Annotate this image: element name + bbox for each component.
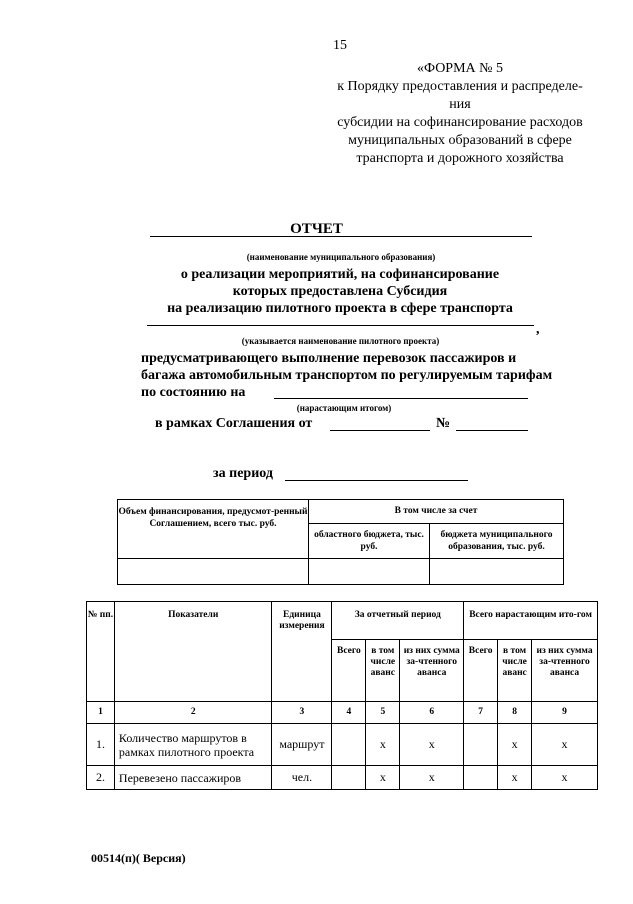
header-incl-advance: в том числе аванс <box>498 640 532 702</box>
report-purpose <box>0 266 633 317</box>
cumulative-hint: (нарастающим итогом) <box>296 403 392 413</box>
row-unit: чел. <box>272 766 332 790</box>
cell-cumulative-offset-advance: х <box>532 766 598 790</box>
report-line: на реализацию пилотного проекта в сфере транспорта <box>167 301 513 316</box>
column-number: 6 <box>400 702 464 724</box>
fin-col2-header: областного бюджета, тыс. руб. <box>309 524 430 559</box>
municipality-field-line[interactable] <box>150 236 532 237</box>
project-field-line[interactable] <box>147 325 534 326</box>
report-line: которых предоставлена Субсидия <box>232 284 448 299</box>
header-reporting-period: За отчетный период <box>332 602 464 640</box>
column-number: 1 <box>87 702 115 724</box>
column-number: 7 <box>464 702 498 724</box>
header-offset-advance: из них сумма за-чтенного аванса <box>532 640 598 702</box>
fin-col3-header: бюджета муниципального образования, тыс. руб. <box>430 524 564 559</box>
municipality-hint: (наименование муниципального образования) <box>246 252 436 262</box>
row-name: Количество маршрутов в рамках пилотного проекта <box>114 724 272 766</box>
header-total: Всего <box>464 640 498 702</box>
header-num: № пп. <box>87 602 115 702</box>
cell-offset-advance: х <box>400 724 464 766</box>
fin-cell-municipal[interactable] <box>430 559 564 585</box>
row-num: 2. <box>87 766 115 790</box>
cell-incl-advance: х <box>366 766 400 790</box>
table-row <box>87 766 598 790</box>
header-total: Всего <box>332 640 366 702</box>
state-label: по состоянию на <box>141 385 246 400</box>
footer-code: 00514(п)( Версия) <box>91 851 186 865</box>
report-line: о реализации мероприятий, на софинансирование <box>180 267 500 282</box>
header-cumulative: Всего нарастающим ито-гом <box>464 602 598 640</box>
row-unit: маршрут <box>272 724 332 766</box>
header-line: транспорта и дорожного хозяйства <box>356 151 564 166</box>
fin-cell-total[interactable] <box>118 559 309 585</box>
cell-cumulative-incl-advance: х <box>498 766 532 790</box>
row-name: Перевезено пассажиров <box>114 766 272 790</box>
column-number: 9 <box>532 702 598 724</box>
period-label: за период <box>213 466 273 481</box>
agreement-number-line[interactable] <box>456 430 528 431</box>
project-hint: (указывается наименование пилотного проекта) <box>241 336 440 346</box>
header-incl-advance: в том числе аванс <box>366 640 400 702</box>
header-offset-advance: из них сумма за-чтенного аванса <box>400 640 464 702</box>
column-number: 2 <box>114 702 272 724</box>
header-line: субсидии на софинансирование расходов <box>337 115 583 130</box>
cell-total[interactable] <box>332 766 366 790</box>
column-number: 4 <box>332 702 366 724</box>
number-label: № <box>436 416 451 431</box>
column-number: 3 <box>272 702 332 724</box>
header-line: к Порядку предоставления и распределе- <box>337 79 583 94</box>
report-title: ОТЧЕТ <box>290 221 343 237</box>
header-unit: Единица измерения <box>272 602 332 702</box>
column-number: 5 <box>366 702 400 724</box>
agreement-date-line[interactable] <box>330 430 430 431</box>
form-header <box>320 60 600 168</box>
cell-cumulative-incl-advance: х <box>498 724 532 766</box>
cell-cumulative-offset-advance: х <box>532 724 598 766</box>
indicators-table <box>86 601 598 790</box>
agreement-label: в рамках Соглашения от <box>155 416 313 431</box>
cell-incl-advance: х <box>366 724 400 766</box>
report-description <box>141 350 552 401</box>
header-line: муниципальных образований в сфере <box>348 133 572 148</box>
financing-table <box>117 499 564 585</box>
fin-col1-header: Объем финансирования, предусмот-ренный Соглашением, всего тыс. руб. <box>118 500 309 559</box>
column-number: 8 <box>498 702 532 724</box>
report-line: предусматривающего выполнение перевозок пассажиров и <box>141 351 517 366</box>
cell-total[interactable] <box>332 724 366 766</box>
cell-cumulative-total[interactable] <box>464 724 498 766</box>
period-field-line[interactable] <box>285 480 468 481</box>
cell-offset-advance: х <box>400 766 464 790</box>
fin-group-header: В том числе за счет <box>309 500 564 524</box>
fin-cell-regional[interactable] <box>309 559 430 585</box>
header-indicators: Показатели <box>114 602 272 702</box>
page-number: 15 <box>333 38 347 53</box>
report-line: багажа автомобильным транспортом по регулируемым тарифам <box>141 368 553 383</box>
header-line: ния <box>449 97 471 112</box>
table-row <box>87 724 598 766</box>
cell-cumulative-total[interactable] <box>464 766 498 790</box>
comma: , <box>536 322 540 337</box>
form-title: «ФОРМА № 5 <box>416 61 504 76</box>
row-num: 1. <box>87 724 115 766</box>
date-field-line[interactable] <box>274 398 528 399</box>
